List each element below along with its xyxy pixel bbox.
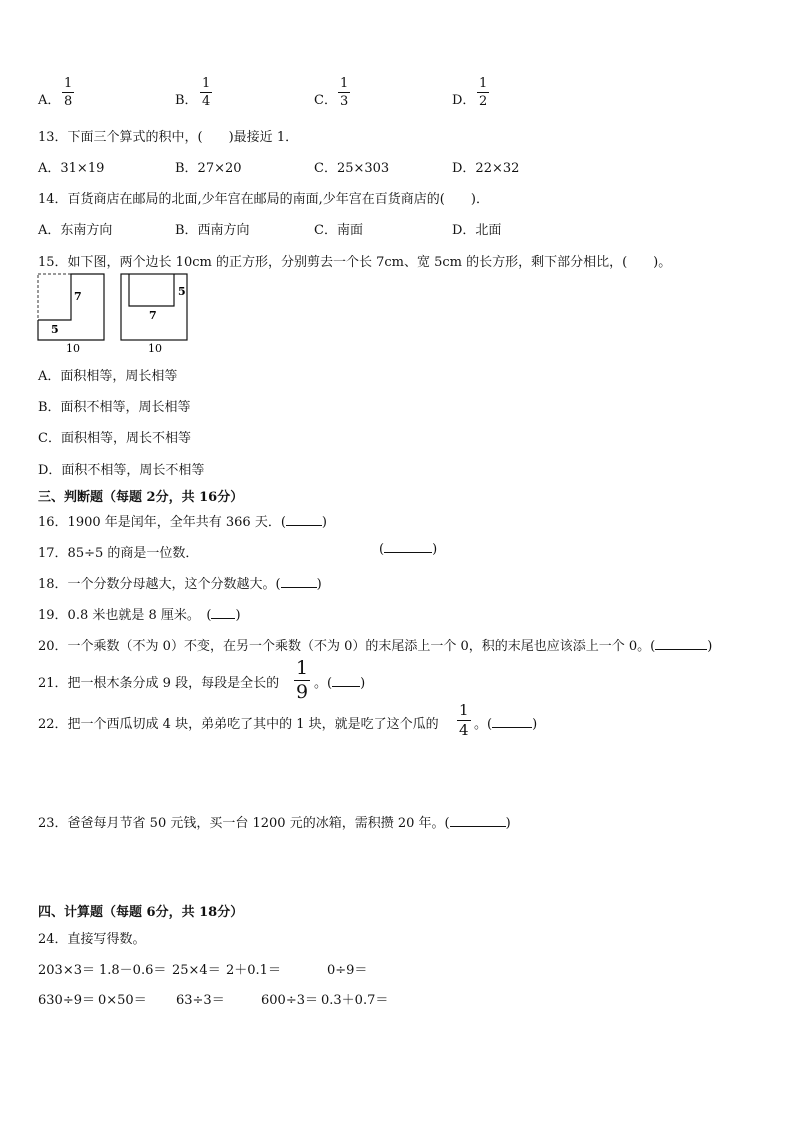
q16-text: 16．1900 年是闰年，全年共有 366 天．( bbox=[38, 515, 286, 530]
q22-text: 22．把一个西瓜切成 4 块，弟弟吃了其中的 1 块，就是吃了这个瓜的 bbox=[38, 717, 439, 732]
q22-fraction bbox=[457, 703, 471, 738]
paren-close: ) bbox=[321, 515, 327, 530]
q14-option-b: B．西南方向 bbox=[175, 223, 250, 238]
q21-text: 21．把一根木条分成 9 段，每段是全长的 bbox=[38, 676, 280, 691]
fig2-side-label: 5 bbox=[178, 285, 186, 298]
paren-close: ) bbox=[360, 676, 366, 691]
paren-close: ) bbox=[235, 608, 241, 623]
q13-option-b: B．27×20 bbox=[175, 161, 242, 176]
paren-close: ) bbox=[432, 542, 438, 557]
q12-option-d-label: D． bbox=[452, 93, 476, 108]
q15-option-d: D．面积不相等，周长不相等 bbox=[38, 463, 205, 478]
calc-item: 1.8－0.6＝ bbox=[99, 963, 167, 978]
q12-option-c-fraction bbox=[338, 77, 350, 108]
q20-text: 20．一个乘数（不为 0）不变，在另一个乘数（不为 0）的末尾添上一个 0，积的末尾也应该添上一个 0。( bbox=[38, 639, 656, 654]
q22-answer-blank[interactable] bbox=[492, 727, 532, 728]
q18-answer-blank[interactable] bbox=[281, 587, 317, 588]
numerator: 1 bbox=[296, 657, 309, 679]
q23-answer-blank[interactable] bbox=[450, 826, 506, 827]
q17-text: 17．85÷5 的商是一位数． bbox=[38, 546, 199, 561]
calc-item: 0×50＝ bbox=[98, 993, 147, 1008]
q21-suffix: 。( bbox=[314, 676, 333, 691]
denominator: 4 bbox=[202, 94, 211, 109]
q12-option-b-label: B． bbox=[175, 93, 198, 108]
q20 bbox=[38, 635, 712, 654]
calc-item: 600÷3＝ bbox=[261, 993, 318, 1008]
section-4-heading: 四、计算题（每题 6分，共 18分） bbox=[38, 905, 244, 920]
q14-option-c: C．南面 bbox=[314, 223, 363, 238]
q18-text: 18．一个分数分母越大，这个分数越大。( bbox=[38, 577, 281, 592]
q14-option-a: A．东南方向 bbox=[38, 223, 113, 238]
q13-option-c: C．25×303 bbox=[314, 161, 390, 176]
q15-option-c: C．面积相等，周长不相等 bbox=[38, 431, 191, 446]
denominator: 2 bbox=[479, 94, 488, 109]
section-3-heading: 三、判断题（每题 2分，共 16分） bbox=[38, 490, 244, 505]
q24-stem: 24．直接写得数。 bbox=[38, 932, 146, 947]
calc-item: 2＋0.1＝ bbox=[226, 963, 281, 978]
q19 bbox=[38, 604, 241, 623]
paren-open: ( bbox=[379, 542, 385, 557]
fig1-side-label: 7 bbox=[74, 290, 82, 303]
q15-option-a: A．面积相等，周长相等 bbox=[38, 369, 178, 384]
cutout-outline bbox=[129, 274, 174, 306]
paren-close: ) bbox=[707, 639, 713, 654]
fig2-inner-label: 7 bbox=[149, 309, 157, 322]
numerator: 1 bbox=[459, 701, 469, 719]
calc-item: 63÷3＝ bbox=[176, 993, 225, 1008]
q15-option-b: B．面积不相等，周长相等 bbox=[38, 400, 191, 415]
q16 bbox=[38, 511, 327, 530]
q13-option-d: D．22×32 bbox=[452, 161, 520, 176]
q13-stem: 13．下面三个算式的积中，( )最接近 1． bbox=[38, 130, 299, 145]
q21-answer-blank[interactable] bbox=[332, 686, 360, 687]
q21-answer bbox=[314, 672, 365, 691]
q22-suffix: 。( bbox=[474, 717, 493, 732]
calc-item: 25×4＝ bbox=[172, 963, 221, 978]
paren-close: ) bbox=[505, 816, 511, 831]
q20-answer-blank[interactable] bbox=[655, 649, 707, 650]
q15-figure-1 bbox=[38, 274, 104, 355]
calc-item: 630÷9＝ bbox=[38, 993, 95, 1008]
fig1-base-label: 10 bbox=[66, 342, 80, 355]
q16-answer-blank[interactable] bbox=[286, 525, 322, 526]
q14-option-d: D．北面 bbox=[452, 223, 502, 238]
denominator: 8 bbox=[64, 94, 73, 109]
denominator: 9 bbox=[296, 681, 309, 703]
numerator: 1 bbox=[64, 76, 73, 91]
remaining-shape-outline bbox=[38, 274, 104, 340]
q13-option-a: A．31×19 bbox=[38, 161, 105, 176]
q12-option-a-label: A． bbox=[38, 93, 61, 108]
calc-item: 0÷9＝ bbox=[327, 963, 368, 978]
paren-close: ) bbox=[532, 717, 538, 732]
q19-answer-blank[interactable] bbox=[211, 618, 235, 619]
q18 bbox=[38, 573, 322, 592]
q15-figure-2 bbox=[121, 274, 187, 355]
denominator: 4 bbox=[459, 721, 469, 739]
q21-fraction bbox=[294, 659, 310, 702]
q14-stem: 14．百货商店在邮局的北面,少年宫在邮局的南面,少年宫在百货商店的( )． bbox=[38, 192, 489, 207]
q23 bbox=[38, 812, 511, 831]
q15-figures bbox=[34, 270, 204, 356]
numerator: 1 bbox=[202, 76, 211, 91]
q12-option-a-fraction bbox=[62, 77, 74, 108]
q12-option-d-fraction bbox=[477, 77, 489, 108]
q17-answer-blank[interactable] bbox=[384, 552, 432, 553]
q17-answer bbox=[379, 542, 437, 557]
q12-option-b-fraction bbox=[200, 77, 212, 108]
calc-item: 0.3＋0.7＝ bbox=[321, 993, 389, 1008]
calc-item: 203×3＝ bbox=[38, 963, 95, 978]
fig2-base-label: 10 bbox=[148, 342, 162, 355]
q15-stem: 15．如下图，两个边长 10cm 的正方形，分别剪去一个长 7cm、宽 5cm 的长方形，剩下部分相比，( )。 bbox=[38, 255, 672, 270]
q19-text: 19．0.8 米也就是 8 厘米。 ( bbox=[38, 608, 212, 623]
numerator: 1 bbox=[340, 76, 349, 91]
q12-option-c-label: C． bbox=[314, 93, 337, 108]
square-outline bbox=[121, 274, 187, 340]
paren-close: ) bbox=[316, 577, 322, 592]
denominator: 3 bbox=[340, 94, 349, 109]
numerator: 1 bbox=[479, 76, 488, 91]
fig1-bottom-label: 5 bbox=[51, 323, 59, 336]
q23-text: 23．爸爸每月节省 50 元钱，买一台 1200 元的冰箱，需积攒 20 年。( bbox=[38, 816, 450, 831]
q22-answer bbox=[474, 713, 537, 732]
